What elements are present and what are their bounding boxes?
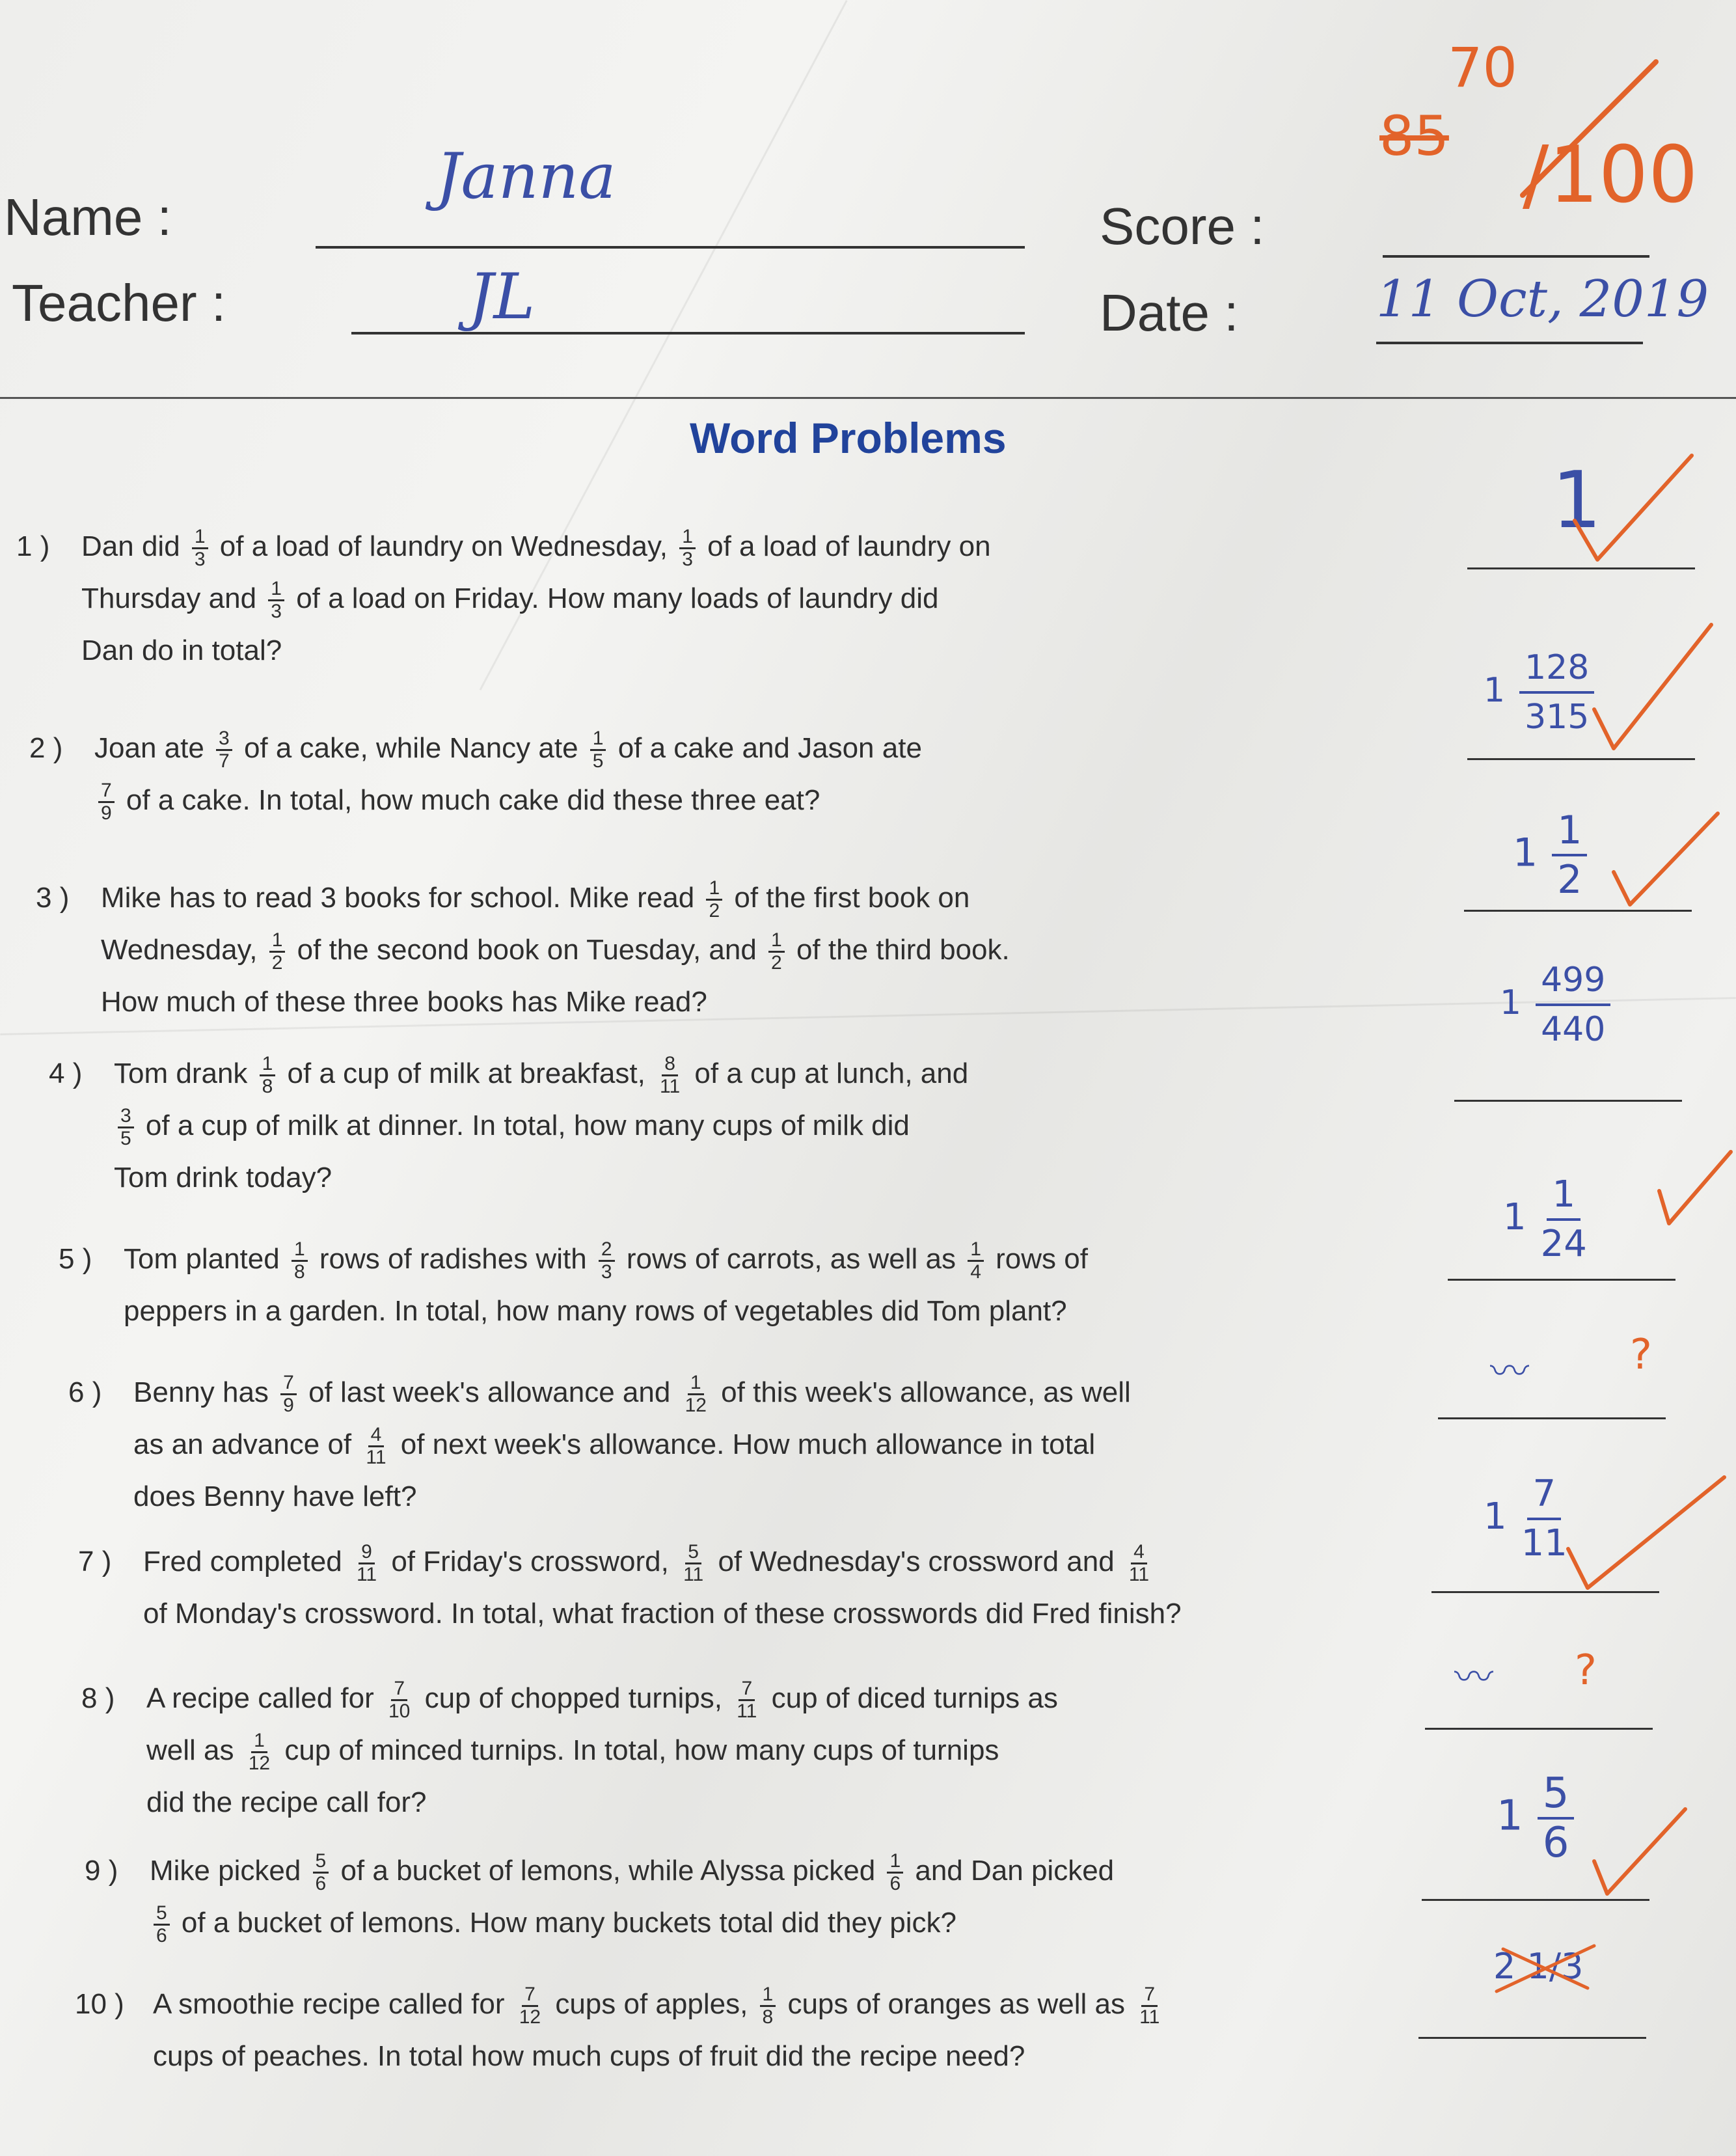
score-total: /100 <box>1523 130 1698 221</box>
fraction: $\frac{1}{5}$ <box>590 728 606 772</box>
answer-6-scribble: 〰 <box>1490 1349 1529 1395</box>
date-value: 11 Oct, 2019 <box>1376 270 1709 329</box>
fraction: $\frac{7}{12}$ <box>519 1983 541 2028</box>
teacher-line <box>351 332 1025 334</box>
fraction: $\frac{7}{9}$ <box>98 780 115 824</box>
fraction: $\frac{5}{11}$ <box>683 1540 704 1585</box>
problem-number: 4 ) <box>49 1058 83 1089</box>
answer-line-6 <box>1438 1417 1666 1419</box>
problem-text: of a bucket of lemons, while Alyssa picked <box>332 1855 884 1887</box>
answer-3: 1 $\frac{1}{2}$ <box>1513 807 1587 903</box>
problem-text: as an advance of <box>133 1428 360 1460</box>
problem-text: of a cup of milk at breakfast, <box>279 1058 654 1089</box>
score-value: 70 <box>1448 36 1517 100</box>
fraction: $\frac{9}{11}$ <box>356 1540 377 1585</box>
problem-5 <box>59 1233 1295 1337</box>
problem-text: Mike picked <box>150 1855 309 1887</box>
problem-number: 9 ) <box>85 1855 118 1887</box>
problem-number: 2 ) <box>29 732 63 764</box>
fraction: $\frac{1}{2}$ <box>706 878 722 921</box>
problem-text: of a bucket of lemons. How many buckets total did they pick? <box>173 1907 956 1939</box>
problem-text: of last week's allowance and <box>300 1376 679 1408</box>
problem-text: rows of radishes with <box>311 1243 595 1275</box>
fraction: $\frac{4}{11}$ <box>1128 1540 1150 1585</box>
check-icon <box>1588 618 1718 755</box>
problem-text: of a load of laundry on <box>699 530 991 562</box>
fraction: $\frac{1}{12}$ <box>685 1371 707 1416</box>
problem-text: of the third book. <box>788 934 1010 966</box>
answer-6-question: ? <box>1630 1331 1652 1379</box>
problem-text: of Wednesday's crossword and <box>710 1546 1122 1577</box>
problem-number: 6 ) <box>68 1376 102 1408</box>
problem-text: well as <box>146 1734 242 1766</box>
problem-7 <box>78 1536 1314 1640</box>
problem-text: of the second book on Tuesday, and <box>289 934 765 966</box>
problem-text: and Dan picked <box>907 1855 1115 1887</box>
problem-text: cups of oranges as well as <box>780 1988 1133 2020</box>
teacher-value: JL <box>468 260 536 333</box>
problem-text: cup of diced turnips as <box>763 1682 1058 1714</box>
answer-line-8 <box>1425 1728 1653 1730</box>
problem-text: of Monday's crossword. In total, what fraction of these crosswords did Fred finish? <box>143 1598 1182 1630</box>
problem-text: Tom drink today? <box>114 1162 332 1194</box>
page-title: Word Problems <box>690 414 1007 462</box>
score-crossed: 85 <box>1379 104 1449 168</box>
problem-2 <box>29 722 1266 826</box>
problem-text: Dan did <box>81 530 188 562</box>
problem-text: of a cup of milk at dinner. In total, how many cups of milk did <box>137 1110 910 1141</box>
check-icon <box>1568 449 1698 573</box>
answer-line-5 <box>1448 1279 1675 1281</box>
problem-number: 3 ) <box>36 882 70 914</box>
problem-text: of this week's allowance, as well <box>712 1376 1131 1408</box>
problem-text: did the recipe call for? <box>146 1786 427 1818</box>
score-slash <box>1516 52 1666 202</box>
problem-text: peppers in a garden. In total, how many rows of vegetables did Tom plant? <box>124 1295 1067 1327</box>
answer-line-2 <box>1467 758 1695 760</box>
fraction: $\frac{5}{6}$ <box>154 1903 170 1946</box>
fraction: $\frac{3}{5}$ <box>118 1106 134 1149</box>
problem-text: Benny has <box>133 1376 277 1408</box>
fraction: $\frac{1}{2}$ <box>269 930 286 974</box>
fraction: $\frac{1}{8}$ <box>260 1054 276 1097</box>
answer-line-10 <box>1418 2037 1646 2039</box>
check-icon <box>1562 1471 1731 1594</box>
answer-2: 1 $\frac{128}{315}$ <box>1484 644 1594 741</box>
problem-number: 7 ) <box>78 1546 112 1577</box>
problem-text: Thursday and <box>81 582 265 614</box>
problem-text: Wednesday, <box>101 934 265 966</box>
problem-number: 1 ) <box>16 530 50 562</box>
answer-8-question: ? <box>1575 1646 1597 1695</box>
problem-4 <box>49 1048 1285 1204</box>
problem-number: 10 ) <box>75 1988 124 2020</box>
header-rule <box>0 397 1736 399</box>
problem-text: of a cake. In total, how much cake did these three eat? <box>118 784 821 816</box>
fraction: $\frac{1}{8}$ <box>760 1984 776 2028</box>
problem-text: cups of peaches. In total how much cups of fruit did the recipe need? <box>153 2040 1025 2072</box>
fraction: $\frac{1}{12}$ <box>248 1729 271 1774</box>
teacher-label: Teacher : <box>12 274 226 332</box>
problem-10 <box>75 1978 1324 2082</box>
problem-text: does Benny have left? <box>133 1481 417 1512</box>
fraction: $\frac{1}{3}$ <box>192 526 208 570</box>
answer-1: 1 <box>1552 456 1602 546</box>
problem-1 <box>16 521 1253 677</box>
problem-number: 8 ) <box>81 1682 115 1714</box>
fraction: $\frac{3}{7}$ <box>216 728 232 772</box>
fraction: $\frac{1}{2}$ <box>768 930 785 974</box>
problem-text: Joan ate <box>94 732 213 764</box>
score-line <box>1383 255 1649 258</box>
fraction: $\frac{4}{11}$ <box>366 1423 387 1468</box>
problem-6 <box>68 1367 1305 1523</box>
answer-4: 1 $\frac{499}{440}$ <box>1500 957 1610 1053</box>
problem-text: Fred completed <box>143 1546 350 1577</box>
name-label: Name : <box>4 188 172 246</box>
answer-5: 1 $\frac{1}{24}$ <box>1503 1171 1587 1268</box>
answer-10: 2 1/3 <box>1493 1946 1584 1987</box>
fraction: $\frac{1}{3}$ <box>679 526 696 570</box>
fraction: $\frac{5}{6}$ <box>313 1851 329 1894</box>
problem-text: of a cake, while Nancy ate <box>236 732 586 764</box>
problem-text: rows of <box>987 1243 1088 1275</box>
fraction: $\frac{7}{9}$ <box>280 1372 297 1416</box>
problem-text: Mike has to read 3 books for school. Mike read <box>101 882 703 914</box>
name-line <box>316 246 1025 249</box>
name-value: Janna <box>436 140 616 213</box>
date-line <box>1376 342 1643 344</box>
fraction: $\frac{8}{11}$ <box>660 1052 681 1097</box>
problem-text: of a load of laundry on Wednesday, <box>211 530 676 562</box>
fraction: $\frac{1}{4}$ <box>968 1239 984 1283</box>
score-label: Score : <box>1100 197 1265 255</box>
problem-text: Tom planted <box>124 1243 288 1275</box>
problem-text: A recipe called for <box>146 1682 382 1714</box>
answer-line-4 <box>1454 1100 1682 1102</box>
problem-text: cups of apples, <box>547 1988 756 2020</box>
problem-text: of next week's allowance. How much allowance in total <box>392 1428 1096 1460</box>
problem-text: cup of chopped turnips, <box>416 1682 731 1714</box>
problem-3 <box>36 872 1272 1028</box>
problem-9 <box>85 1845 1321 1949</box>
problem-text: cup of minced turnips. In total, how many cups of turnips <box>277 1734 999 1766</box>
fraction: $\frac{7}{10}$ <box>388 1677 411 1722</box>
answer-7: 1 $\frac{7}{11}$ <box>1484 1471 1567 1567</box>
fraction: $\frac{1}{8}$ <box>292 1239 308 1283</box>
answer-9: 1 $\frac{5}{6}$ <box>1497 1770 1574 1866</box>
problem-8 <box>81 1672 1318 1829</box>
cross-out-mark <box>1490 1933 1601 2004</box>
problem-text: Tom drank <box>114 1058 256 1089</box>
problem-text: of the first book on <box>726 882 970 914</box>
date-label: Date : <box>1100 284 1239 342</box>
problem-number: 5 ) <box>59 1243 92 1275</box>
problem-text: of a load on Friday. How many loads of laundry did <box>288 582 939 614</box>
problem-text: of Friday's crossword, <box>383 1546 677 1577</box>
problem-text: A smoothie recipe called for <box>153 1988 513 2020</box>
problem-text: of a cup at lunch, and <box>686 1058 969 1089</box>
check-icon <box>1607 807 1724 911</box>
fraction: $\frac{1}{6}$ <box>887 1851 903 1894</box>
check-icon <box>1588 1803 1692 1900</box>
problem-text: How much of these three books has Mike read? <box>101 986 707 1018</box>
problem-text: rows of carrots, as well as <box>618 1243 964 1275</box>
answer-8-scribble: 〰 <box>1454 1655 1493 1700</box>
check-icon <box>1653 1145 1736 1230</box>
fraction: $\frac{1}{3}$ <box>268 579 284 622</box>
fraction: $\frac{2}{3}$ <box>599 1239 615 1283</box>
fraction: $\frac{7}{11}$ <box>737 1677 757 1722</box>
problem-text: of a cake and Jason ate <box>610 732 922 764</box>
problem-text: Dan do in total? <box>81 635 282 666</box>
fraction: $\frac{7}{11}$ <box>1139 1983 1160 2028</box>
